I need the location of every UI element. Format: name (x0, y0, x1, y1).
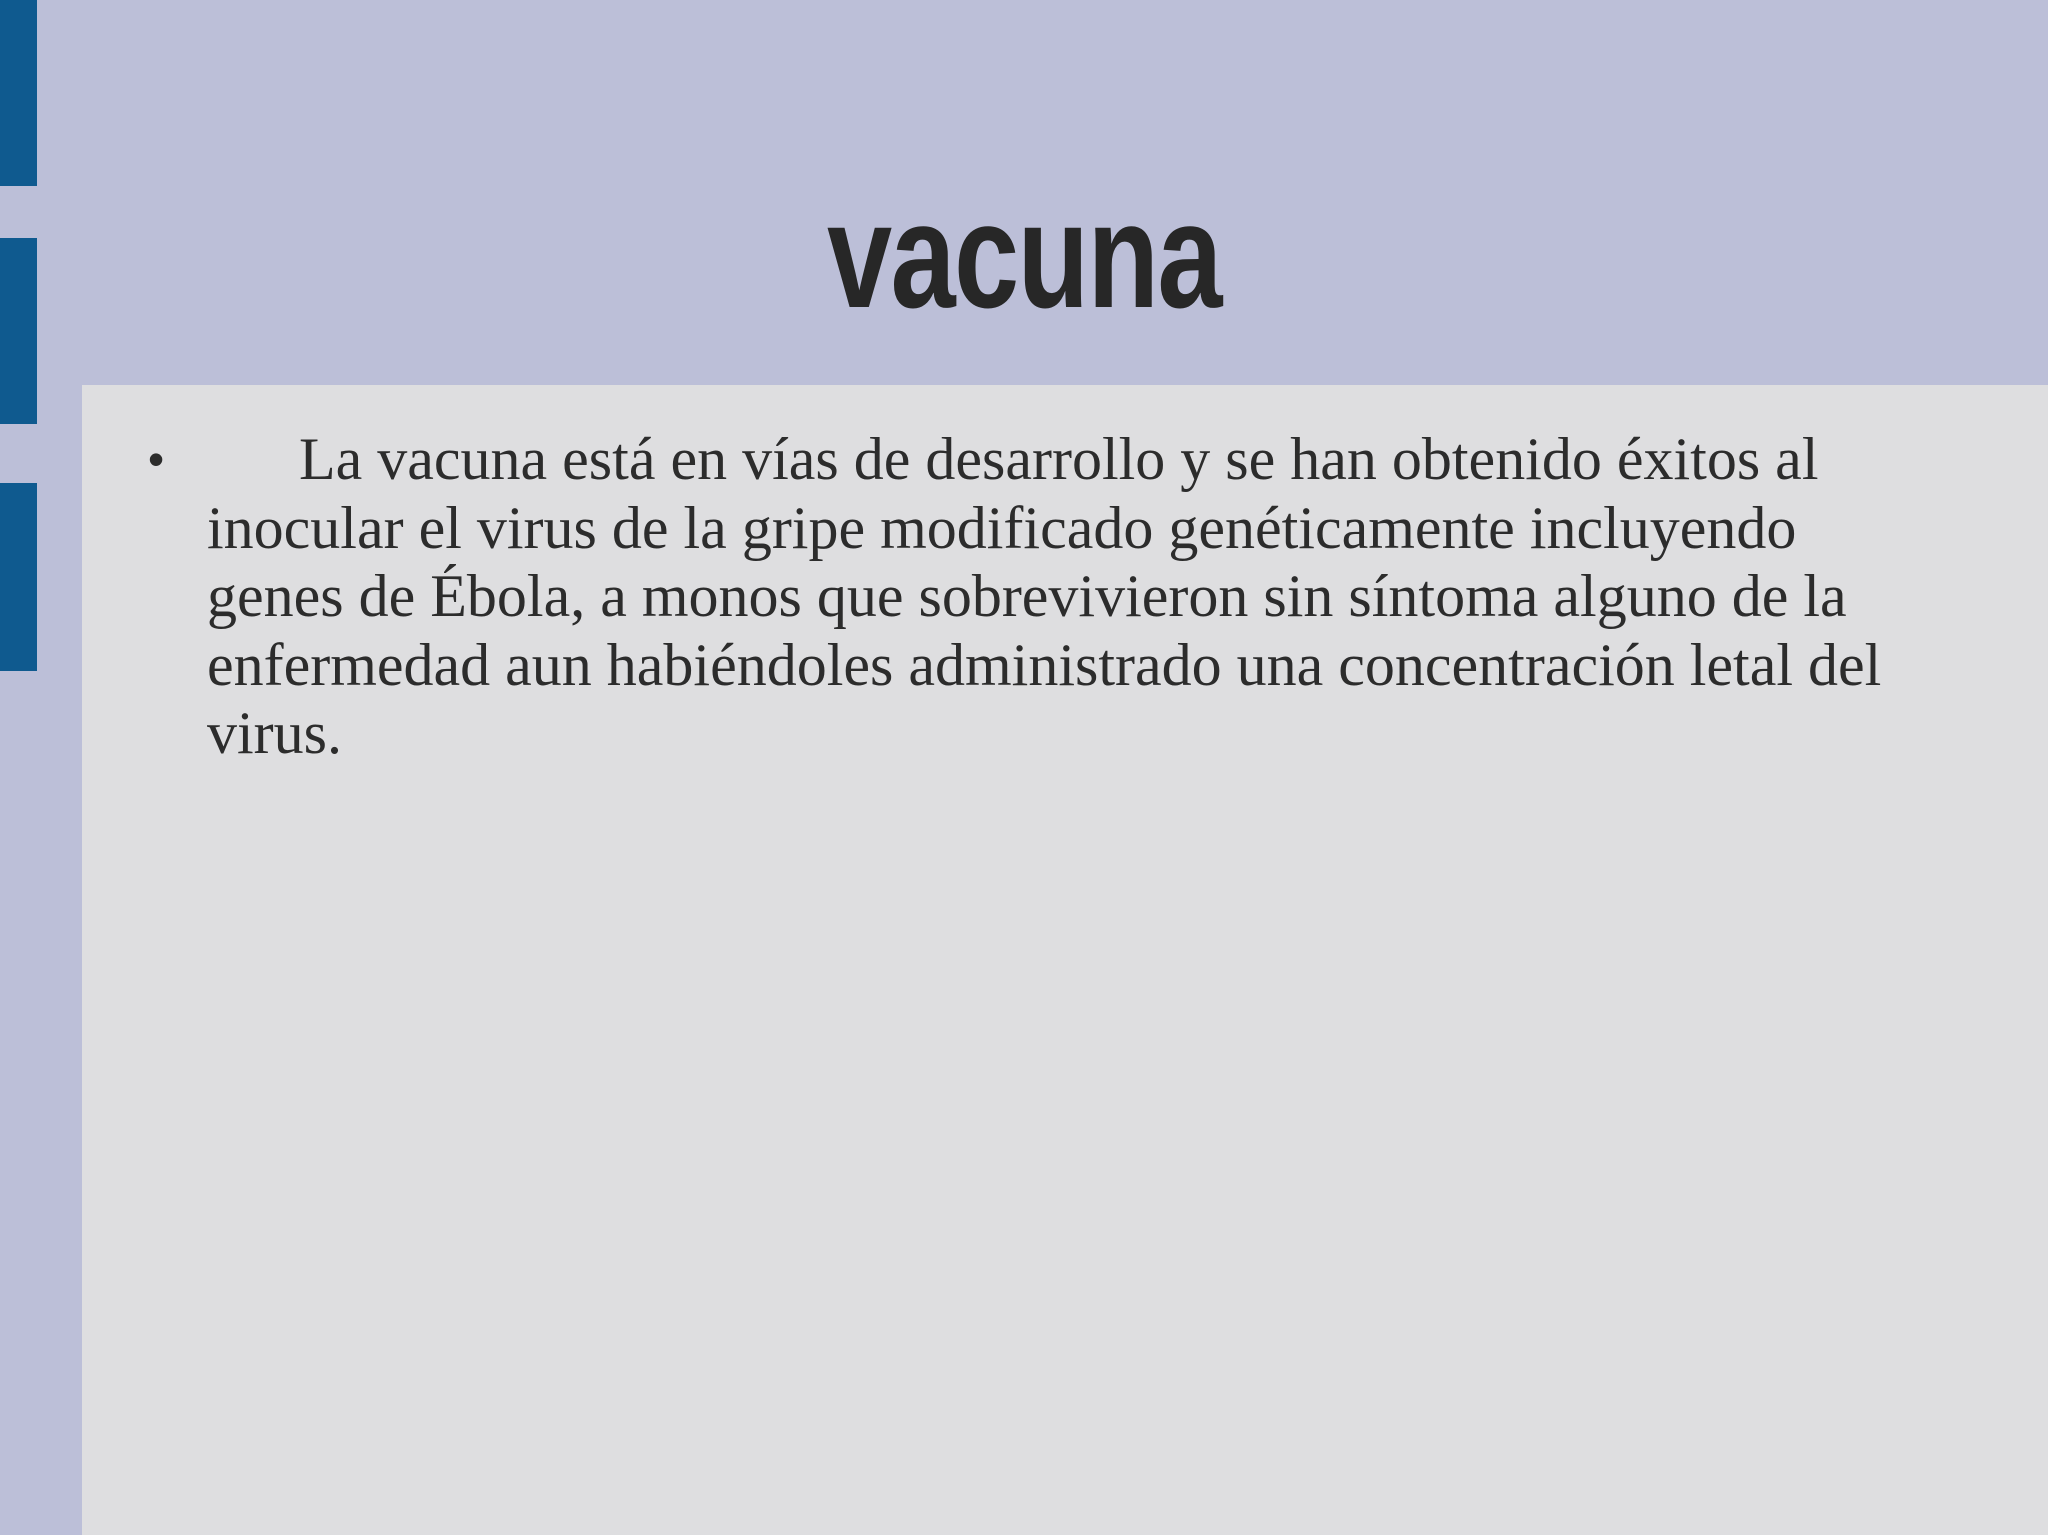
bullet-text: La vacuna está en vías de desarrollo y se han obtenido éxitos al inocular el virus de la gripe modificado genéticamente incluyendo genes de Ébola, a monos que sobrevivieron sin síntoma alguno de la enfermedad aun habiéndoles administrado una concentración letal del virus. (207, 426, 1882, 766)
accent-bar-top (0, 0, 37, 186)
accent-bar-middle (0, 238, 37, 424)
accent-bar-bottom (0, 483, 37, 671)
slide-title: vacuna (827, 171, 1221, 339)
bullet-icon: • (148, 433, 165, 485)
